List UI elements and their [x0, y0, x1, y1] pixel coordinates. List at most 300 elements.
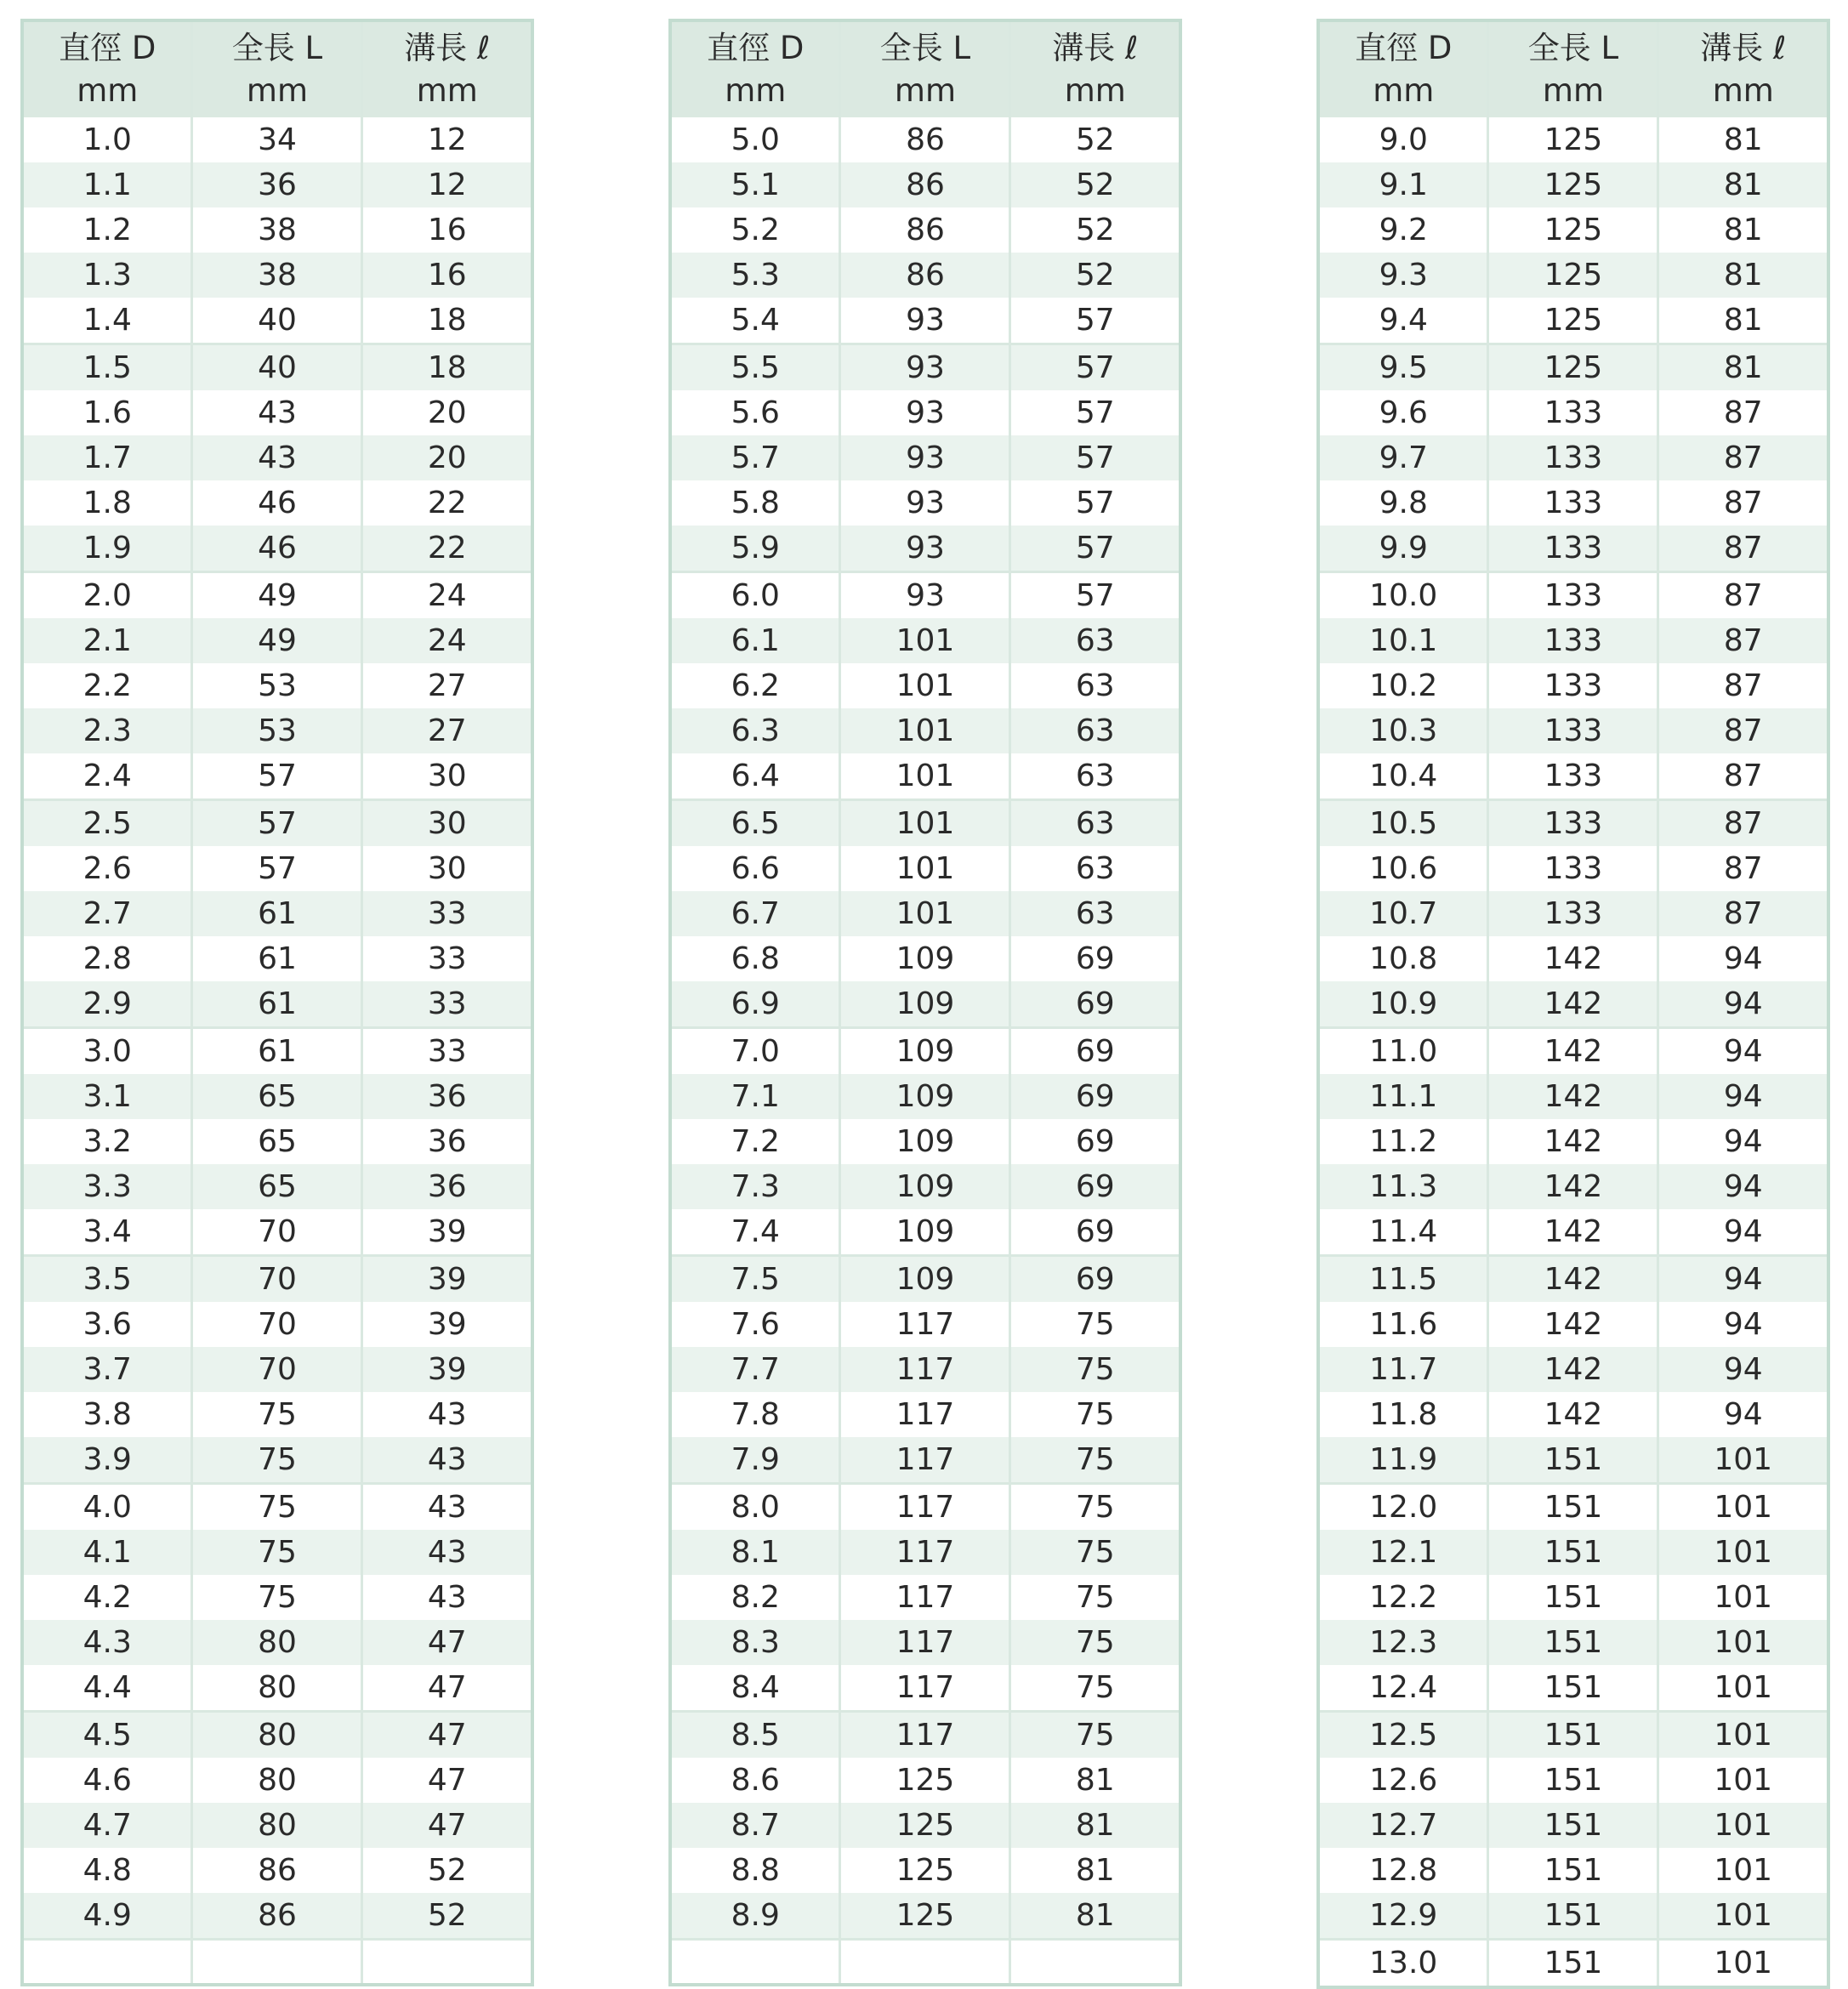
cell-diameter: 13.0	[1318, 1940, 1488, 1988]
cell-diameter: 2.8	[22, 936, 192, 981]
cell-total-length: 117	[840, 1347, 1010, 1392]
cell-diameter: 11.3	[1318, 1164, 1488, 1209]
cell-diameter: 10.8	[1318, 936, 1488, 981]
cell-total-length: 93	[840, 344, 1010, 391]
cell-total-length: 142	[1488, 1302, 1658, 1347]
cell-flute-length: 63	[1075, 623, 1115, 658]
header-row	[670, 20, 1180, 117]
cell-diameter: 8.5	[670, 1712, 840, 1759]
cell-diameter: 10.0	[1318, 572, 1488, 619]
table-row	[22, 298, 532, 344]
cell-total-length: 117	[840, 1712, 1010, 1759]
cell-total-length: 142	[1488, 1256, 1658, 1303]
cell-flute-length	[1010, 1940, 1180, 1985]
cell-flute-length: 69	[1010, 1256, 1180, 1303]
table-row	[1318, 1256, 1828, 1303]
cell-flute-length: 69	[1075, 1214, 1115, 1249]
table-row	[1318, 1209, 1828, 1256]
cell-flute-length: 94	[1723, 941, 1763, 976]
cell-flute-length: 33	[362, 1028, 532, 1075]
cell-flute-length: 36	[427, 1169, 467, 1204]
table-row	[1318, 981, 1828, 1028]
table-row	[1318, 390, 1828, 435]
cell-flute-length: 43	[362, 1484, 532, 1531]
cell-total-length: 65	[192, 1164, 362, 1209]
cell-diameter: 9.4	[1318, 298, 1488, 344]
cell-diameter: 10.2	[1318, 663, 1488, 708]
cell-flute-length: 69	[1075, 1079, 1115, 1114]
table-row	[1318, 1437, 1828, 1484]
cell-flute-length: 63	[1075, 759, 1115, 793]
cell-diameter: 5.8	[670, 480, 840, 526]
cell-flute-length: 101	[1714, 1580, 1773, 1615]
cell-flute-length: 87	[1723, 713, 1763, 748]
cell-flute-length: 20	[427, 440, 467, 475]
table-row	[1318, 1119, 1828, 1164]
table-row	[670, 1256, 1180, 1303]
cell-total-length: 133	[1488, 572, 1658, 619]
table-row	[22, 390, 532, 435]
cell-diameter: 8.3	[670, 1620, 840, 1665]
cell-flute-length: 101	[1658, 1940, 1828, 1988]
cell-total-length: 53	[192, 708, 362, 753]
cell-diameter: 5.9	[670, 526, 840, 572]
cell-total-length: 125	[1488, 344, 1658, 391]
cell-diameter: 4.2	[22, 1575, 192, 1620]
cell-flute-length: 69	[1010, 1028, 1180, 1075]
cell-flute-length: 22	[427, 486, 467, 520]
cell-diameter: 3.3	[22, 1164, 192, 1209]
table-row	[22, 1712, 532, 1759]
table-row	[670, 618, 1180, 663]
cell-diameter: 6.9	[670, 981, 840, 1028]
cell-total-length: 151	[1488, 1940, 1658, 1988]
cell-flute-length: 94	[1723, 1352, 1763, 1387]
table-row	[22, 526, 532, 572]
cell-total-length: 80	[192, 1758, 362, 1803]
table-row	[1318, 1575, 1828, 1620]
table-row	[1318, 435, 1828, 480]
cell-flute-length: 81	[1723, 213, 1763, 247]
table-row	[22, 1893, 532, 1940]
cell-total-length: 151	[1488, 1893, 1658, 1940]
cell-total-length: 117	[840, 1530, 1010, 1575]
cell-total-length: 125	[1488, 207, 1658, 253]
cell-flute-length: 94	[1723, 1169, 1763, 1204]
cell-total-length: 142	[1488, 1209, 1658, 1256]
table-row	[670, 1530, 1180, 1575]
cell-flute-length: 101	[1714, 1898, 1773, 1933]
cell-total-length: 109	[840, 1074, 1010, 1119]
table-row	[670, 572, 1180, 619]
cell-flute-length: 81	[1658, 344, 1828, 391]
table-row	[22, 207, 532, 253]
cell-total-length: 61	[192, 936, 362, 981]
cell-total-length: 93	[840, 526, 1010, 572]
table-row	[670, 1392, 1180, 1437]
table-row	[670, 298, 1180, 344]
table-row	[1318, 1712, 1828, 1759]
cell-diameter: 3.5	[22, 1256, 192, 1303]
cell-diameter: 9.3	[1318, 253, 1488, 298]
cell-flute-length: 101	[1714, 1442, 1773, 1477]
cell-diameter: 11.5	[1318, 1256, 1488, 1303]
cell-diameter: 5.7	[670, 435, 840, 480]
cell-total-length: 75	[192, 1575, 362, 1620]
table-body	[670, 117, 1180, 1985]
table-row	[22, 1209, 532, 1256]
cell-total-length: 125	[840, 1803, 1010, 1848]
cell-total-length: 70	[192, 1347, 362, 1392]
cell-diameter: 1.8	[22, 480, 192, 526]
cell-flute-length: 12	[427, 168, 467, 202]
cell-total-length: 46	[192, 526, 362, 572]
cell-total-length: 133	[1488, 480, 1658, 526]
cell-flute-length	[362, 1940, 532, 1985]
cell-total-length: 133	[1488, 800, 1658, 847]
table-row	[22, 480, 532, 526]
cell-diameter: 2.2	[22, 663, 192, 708]
table-row	[670, 344, 1180, 391]
cell-flute-length: 43	[427, 1580, 467, 1615]
cell-flute-length: 39	[427, 1352, 467, 1387]
table-row	[670, 1484, 1180, 1531]
cell-flute-length: 47	[427, 1763, 467, 1798]
cell-diameter: 12.6	[1318, 1758, 1488, 1803]
cell-diameter: 9.6	[1318, 390, 1488, 435]
cell-diameter: 2.6	[22, 846, 192, 891]
cell-diameter: 8.6	[670, 1758, 840, 1803]
cell-flute-length: 69	[1075, 941, 1115, 976]
cell-total-length: 133	[1488, 891, 1658, 936]
cell-flute-length: 101	[1658, 1712, 1828, 1759]
cell-diameter: 4.5	[22, 1712, 192, 1759]
cell-flute-length: 27	[427, 713, 467, 748]
cell-total-length: 61	[192, 891, 362, 936]
table-row	[670, 1164, 1180, 1209]
table-row	[670, 1665, 1180, 1712]
table-row	[1318, 1940, 1828, 1988]
cell-total-length: 75	[192, 1484, 362, 1531]
cell-total-length: 61	[192, 981, 362, 1028]
cell-flute-length: 43	[427, 1535, 467, 1570]
cell-diameter: 12.2	[1318, 1575, 1488, 1620]
table-row	[22, 981, 532, 1028]
table-row	[670, 846, 1180, 891]
cell-total-length: 133	[1488, 708, 1658, 753]
table-row	[1318, 480, 1828, 526]
cell-total-length: 38	[192, 207, 362, 253]
table-row	[1318, 298, 1828, 344]
table-row	[670, 1848, 1180, 1893]
cell-flute-length: 16	[427, 213, 467, 247]
table-row	[1318, 344, 1828, 391]
cell-flute-length: 87	[1658, 800, 1828, 847]
table-row	[1318, 1028, 1828, 1075]
cell-flute-length: 75	[1010, 1712, 1180, 1759]
cell-diameter: 9.1	[1318, 162, 1488, 207]
table-row	[670, 1803, 1180, 1848]
cell-flute-length: 16	[427, 258, 467, 293]
cell-total-length: 93	[840, 298, 1010, 344]
cell-diameter: 8.7	[670, 1803, 840, 1848]
cell-total-length: 75	[192, 1392, 362, 1437]
drill-size-table-3	[1316, 19, 1830, 1989]
table-row	[670, 1209, 1180, 1256]
cell-diameter	[670, 1940, 840, 1985]
table-row	[22, 1758, 532, 1803]
cell-total-length: 80	[192, 1712, 362, 1759]
cell-total-length: 86	[192, 1848, 362, 1893]
cell-total-length: 142	[1488, 1392, 1658, 1437]
cell-flute-length: 75	[1075, 1670, 1115, 1705]
cell-total-length: 93	[840, 572, 1010, 619]
cell-total-length: 49	[192, 572, 362, 619]
cell-flute-length: 101	[1714, 1808, 1773, 1843]
cell-diameter: 7.0	[670, 1028, 840, 1075]
cell-total-length: 109	[840, 1209, 1010, 1256]
cell-diameter: 11.4	[1318, 1209, 1488, 1256]
cell-diameter: 12.7	[1318, 1803, 1488, 1848]
table-row	[1318, 1848, 1828, 1893]
cell-total-length: 117	[840, 1620, 1010, 1665]
cell-total-length: 151	[1488, 1848, 1658, 1893]
cell-total-length: 43	[192, 390, 362, 435]
table-row	[1318, 253, 1828, 298]
cell-flute-length: 94	[1723, 1307, 1763, 1342]
cell-flute-length: 94	[1723, 1079, 1763, 1114]
table-row	[22, 1575, 532, 1620]
cell-diameter: 9.8	[1318, 480, 1488, 526]
cell-total-length: 151	[1488, 1530, 1658, 1575]
table-row	[670, 1575, 1180, 1620]
cell-diameter: 7.6	[670, 1302, 840, 1347]
table-row	[1318, 800, 1828, 847]
cell-flute-length: 43	[427, 1442, 467, 1477]
cell-flute-length: 81	[1723, 303, 1763, 338]
table-row	[670, 117, 1180, 162]
table-row	[1318, 1893, 1828, 1940]
cell-flute-length: 33	[427, 941, 467, 976]
cell-total-length: 109	[840, 1164, 1010, 1209]
table-row	[670, 1028, 1180, 1075]
cell-diameter: 6.1	[670, 618, 840, 663]
cell-diameter: 6.4	[670, 753, 840, 800]
table-row	[670, 1347, 1180, 1392]
cell-flute-length: 57	[1075, 531, 1115, 565]
table-row	[670, 1437, 1180, 1484]
cell-flute-length: 57	[1075, 440, 1115, 475]
cell-diameter: 9.9	[1318, 526, 1488, 572]
table-row	[670, 708, 1180, 753]
cell-flute-length: 87	[1658, 572, 1828, 619]
table-row	[1318, 708, 1828, 753]
cell-flute-length: 81	[1723, 168, 1763, 202]
table-header	[22, 20, 532, 117]
cell-total-length: 65	[192, 1074, 362, 1119]
cell-diameter: 10.4	[1318, 753, 1488, 800]
cell-flute-length: 22	[427, 531, 467, 565]
cell-flute-length: 75	[1075, 1397, 1115, 1432]
cell-diameter: 5.0	[670, 117, 840, 162]
cell-diameter: 12.4	[1318, 1665, 1488, 1712]
cell-total-length: 142	[1488, 1119, 1658, 1164]
table-row	[670, 207, 1180, 253]
cell-total-length: 101	[840, 800, 1010, 847]
cell-diameter: 12.0	[1318, 1484, 1488, 1531]
cell-flute-length: 43	[427, 1397, 467, 1432]
cell-flute-length: 52	[427, 1853, 467, 1888]
cell-total-length: 125	[840, 1758, 1010, 1803]
cell-total-length: 57	[192, 753, 362, 800]
table-row	[22, 1164, 532, 1209]
table-row	[670, 891, 1180, 936]
cell-total-length: 86	[840, 162, 1010, 207]
table-row	[670, 663, 1180, 708]
cell-total-length: 93	[840, 480, 1010, 526]
cell-flute-length: 47	[427, 1625, 467, 1660]
table-row	[1318, 1074, 1828, 1119]
cell-diameter: 10.7	[1318, 891, 1488, 936]
table-row	[22, 162, 532, 207]
cell-diameter: 3.6	[22, 1302, 192, 1347]
cell-diameter: 12.9	[1318, 1893, 1488, 1940]
cell-flute-length: 75	[1075, 1352, 1115, 1387]
cell-flute-length: 47	[362, 1712, 532, 1759]
cell-total-length: 80	[192, 1803, 362, 1848]
table-row	[22, 800, 532, 847]
cell-flute-length: 94	[1658, 1028, 1828, 1075]
cell-total-length: 43	[192, 435, 362, 480]
cell-flute-length: 69	[1075, 986, 1115, 1021]
table-row	[22, 1437, 532, 1484]
table-body	[1318, 117, 1828, 1987]
cell-diameter: 7.4	[670, 1209, 840, 1256]
cell-total-length: 117	[840, 1302, 1010, 1347]
cell-total-length: 86	[840, 253, 1010, 298]
table-row	[22, 1530, 532, 1575]
cell-total-length: 109	[840, 1119, 1010, 1164]
cell-flute-length: 63	[1075, 713, 1115, 748]
cell-flute-length: 87	[1723, 668, 1763, 703]
cell-total-length: 117	[840, 1665, 1010, 1712]
cell-flute-length: 27	[427, 668, 467, 703]
cell-flute-length: 94	[1723, 986, 1763, 1021]
drill-size-table-1	[20, 19, 534, 1986]
cell-total-length: 142	[1488, 1164, 1658, 1209]
cell-total-length: 109	[840, 1256, 1010, 1303]
table-row	[1318, 1164, 1828, 1209]
cell-diameter: 11.0	[1318, 1028, 1488, 1075]
cell-diameter: 6.8	[670, 936, 840, 981]
cell-flute-length: 81	[1723, 258, 1763, 293]
cell-total-length: 117	[840, 1437, 1010, 1484]
table-row	[670, 1940, 1180, 1985]
table-row	[1318, 753, 1828, 800]
cell-diameter: 10.6	[1318, 846, 1488, 891]
cell-diameter: 7.3	[670, 1164, 840, 1209]
table-row	[22, 1302, 532, 1347]
cell-diameter: 1.7	[22, 435, 192, 480]
cell-total-length: 151	[1488, 1803, 1658, 1848]
table-row	[1318, 162, 1828, 207]
cell-flute-length: 20	[427, 395, 467, 430]
cell-total-length: 101	[840, 891, 1010, 936]
header-diameter: 直徑 D mm	[1318, 20, 1488, 117]
cell-flute-length: 87	[1723, 395, 1763, 430]
header-row	[22, 20, 532, 117]
cell-flute-length: 36	[427, 1079, 467, 1114]
header-diameter: 直徑 D mm	[670, 20, 840, 117]
cell-diameter: 12.8	[1318, 1848, 1488, 1893]
cell-flute-length: 94	[1658, 1256, 1828, 1303]
table-row	[670, 1758, 1180, 1803]
cell-flute-length: 24	[427, 623, 467, 658]
table-row	[22, 1803, 532, 1848]
table-row	[670, 1620, 1180, 1665]
cell-diameter: 3.7	[22, 1347, 192, 1392]
table-row	[22, 1848, 532, 1893]
table-row	[670, 981, 1180, 1028]
cell-diameter: 12.3	[1318, 1620, 1488, 1665]
cell-total-length: 125	[1488, 117, 1658, 162]
cell-flute-length: 33	[427, 986, 467, 1021]
cell-flute-length: 101	[1714, 1535, 1773, 1570]
cell-flute-length: 52	[427, 1898, 467, 1933]
cell-total-length: 151	[1488, 1575, 1658, 1620]
cell-total-length: 133	[1488, 390, 1658, 435]
table-row	[1318, 572, 1828, 619]
cell-total-length: 49	[192, 618, 362, 663]
cell-flute-length: 81	[1075, 1763, 1115, 1798]
header-flute-length: 溝長 ℓ mm	[1052, 30, 1139, 109]
cell-diameter: 2.3	[22, 708, 192, 753]
cell-flute-length: 39	[427, 1214, 467, 1249]
cell-diameter: 1.0	[22, 117, 192, 162]
cell-diameter: 5.6	[670, 390, 840, 435]
table-row	[22, 753, 532, 800]
cell-total-length: 125	[840, 1848, 1010, 1893]
cell-flute-length: 87	[1723, 486, 1763, 520]
cell-diameter: 2.5	[22, 800, 192, 847]
cell-total-length: 142	[1488, 1074, 1658, 1119]
cell-diameter: 10.5	[1318, 800, 1488, 847]
cell-diameter: 2.7	[22, 891, 192, 936]
cell-diameter: 1.1	[22, 162, 192, 207]
cell-diameter: 9.5	[1318, 344, 1488, 391]
table-row	[22, 1347, 532, 1392]
table-row	[1318, 1665, 1828, 1712]
cell-flute-length: 87	[1723, 440, 1763, 475]
cell-total-length: 86	[840, 207, 1010, 253]
cell-total-length: 133	[1488, 526, 1658, 572]
cell-diameter: 7.5	[670, 1256, 840, 1303]
cell-flute-length: 75	[1075, 1442, 1115, 1477]
cell-flute-length: 87	[1723, 896, 1763, 931]
drill-size-table-2	[668, 19, 1182, 1986]
table-row	[670, 526, 1180, 572]
cell-diameter: 11.2	[1318, 1119, 1488, 1164]
table-row	[22, 1392, 532, 1437]
cell-flute-length: 63	[1075, 851, 1115, 886]
header-total-length: 全長 L mm	[1488, 20, 1658, 117]
cell-total-length: 46	[192, 480, 362, 526]
cell-diameter: 9.0	[1318, 117, 1488, 162]
cell-total-length: 117	[840, 1575, 1010, 1620]
cell-total-length: 70	[192, 1209, 362, 1256]
cell-total-length: 109	[840, 1028, 1010, 1075]
cell-flute-length: 63	[1010, 800, 1180, 847]
